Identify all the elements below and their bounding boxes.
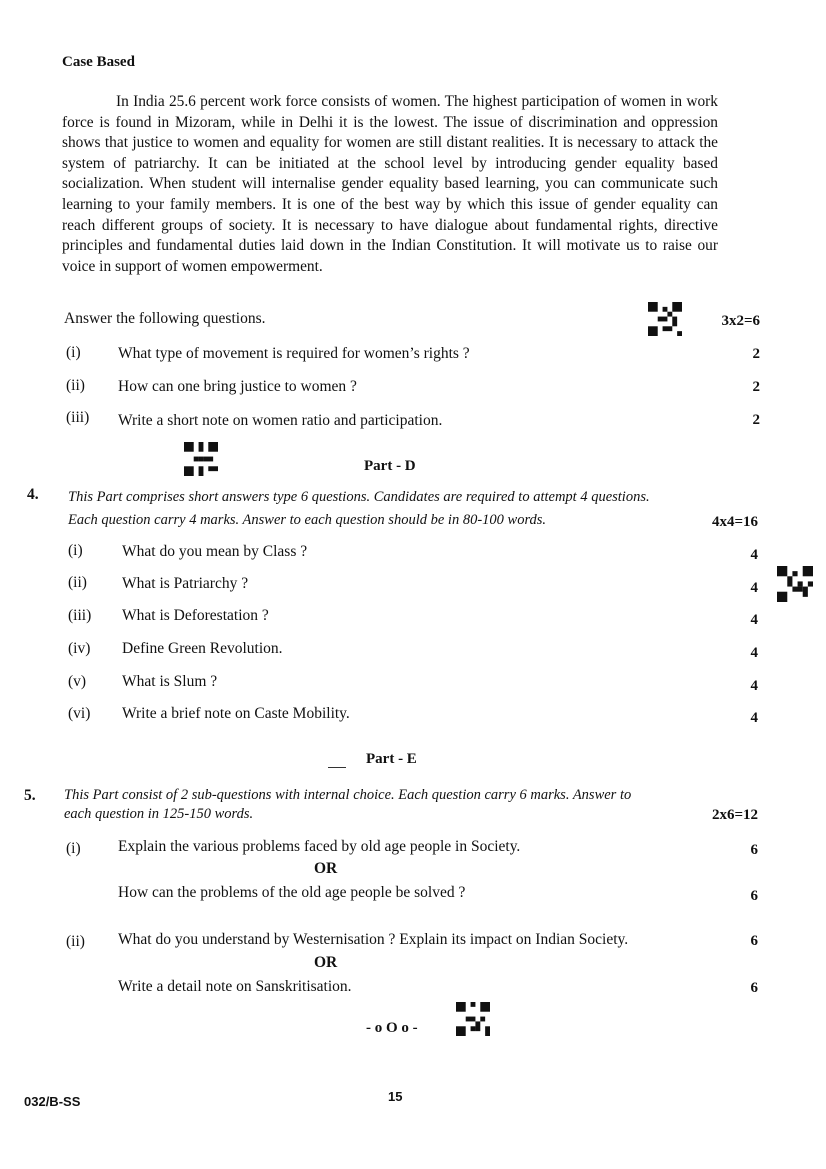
paper-code: 032/B-SS [24, 1094, 81, 1109]
question-marks: 4 [750, 547, 758, 563]
question-text: What do you mean by Class ? [122, 543, 308, 560]
question-number: (iv) [68, 640, 91, 657]
question-marks: 2 [752, 379, 760, 395]
question-text: How can one bring justice to women ? [118, 378, 357, 395]
question-number: (i) [66, 840, 81, 857]
question-number: 5. [24, 787, 36, 804]
part-d-title: Part - D [364, 458, 416, 474]
question-text: What is Patriarchy ? [122, 575, 249, 592]
question-number: (ii) [66, 377, 85, 394]
question-text: Write a brief note on Caste Mobility. [122, 705, 350, 722]
question-text: Define Green Revolution. [122, 640, 283, 657]
question-number: (i) [68, 542, 83, 559]
or-label: OR [314, 860, 338, 877]
question-number: (iii) [66, 409, 90, 426]
question-marks: 2 [752, 412, 760, 428]
part-d-instruction-line1: This Part comprises short answers type 6 questions. Candidates are required to attempt 4 questions. [68, 489, 650, 505]
question-number: (vi) [68, 705, 91, 722]
part-e-title: Part - E [366, 751, 417, 767]
page-number: 15 [388, 1089, 403, 1104]
question-marks: 4 [750, 580, 758, 596]
case-instruction: Answer the following questions. [64, 310, 266, 327]
qr-code-icon [184, 442, 218, 476]
question-text: What type of movement is required for women’s rights ? [118, 345, 470, 362]
question-text: Write a short note on women ratio and participation. [118, 412, 443, 429]
part-e-total-marks: 2x6=12 [711, 807, 758, 823]
question-marks: 4 [750, 612, 758, 628]
case-passage: In India 25.6 percent work force consists of women. The highest participation of women in work force is found in Mizoram, while in Delhi it is the lowest. The issue of discrimination and oppression shows that justice to women and equality for women are still distant realities. It is necessary to attack the system of patriarchy. It can be initiated at the school level by introducing gender equality based socialization. When student will internalise gender equality based learning, you can communicate such learning to your family members. It is one of the best way by which this issue of gender equality can reach different groups of society. It is necessary to have dialogue about fundamental rights, directive principles and fundamental duties laid down in the Indian Constitution. It will motivate us to raise our voice in support of women empowerment. [62, 93, 718, 275]
case-total-marks: 3x2=6 [721, 313, 760, 329]
question-number: (ii) [66, 933, 85, 950]
question-text: What do you understand by Westernisation ? Explain its impact on Indian Society. [118, 931, 629, 948]
question-marks: 6 [750, 980, 758, 996]
or-label: OR [314, 954, 338, 971]
question-text: What is Deforestation ? [122, 607, 269, 624]
question-number: (i) [66, 344, 81, 361]
question-number: (v) [68, 673, 87, 690]
question-marks: 4 [750, 710, 758, 726]
part-d-instruction-line2: Each question carry 4 marks. Answer to each question should be in 80-100 words. [68, 512, 547, 528]
question-marks: 6 [750, 842, 758, 858]
question-alt-text: How can the problems of the old age people be solved ? [118, 884, 466, 901]
question-marks: 4 [750, 678, 758, 694]
question-alt-text: Write a detail note on Sanskritisation. [118, 978, 352, 995]
question-number: (ii) [68, 574, 87, 591]
question-number: (iii) [68, 607, 92, 624]
question-text: What is Slum ? [122, 673, 218, 690]
question-marks: 6 [750, 933, 758, 949]
divider [328, 767, 346, 768]
qr-code-icon [456, 1002, 490, 1036]
qr-code-icon [648, 302, 682, 336]
question-marks: 4 [750, 645, 758, 661]
question-marks: 2 [752, 346, 760, 362]
end-mark: - o O o - [366, 1020, 418, 1036]
case-heading: Case Based [62, 54, 135, 70]
question-marks: 6 [750, 888, 758, 904]
question-text: Explain the various problems faced by old age people in Society. [118, 838, 521, 855]
question-number: 4. [27, 486, 39, 503]
part-e-instruction-line2: each question in 125-150 words. [64, 806, 254, 822]
qr-code-icon [776, 566, 814, 602]
part-e-instruction-line1: This Part consist of 2 sub-questions with internal choice. Each question carry 6 marks. Answer to [64, 787, 632, 803]
part-d-total-marks: 4x4=16 [711, 514, 758, 530]
